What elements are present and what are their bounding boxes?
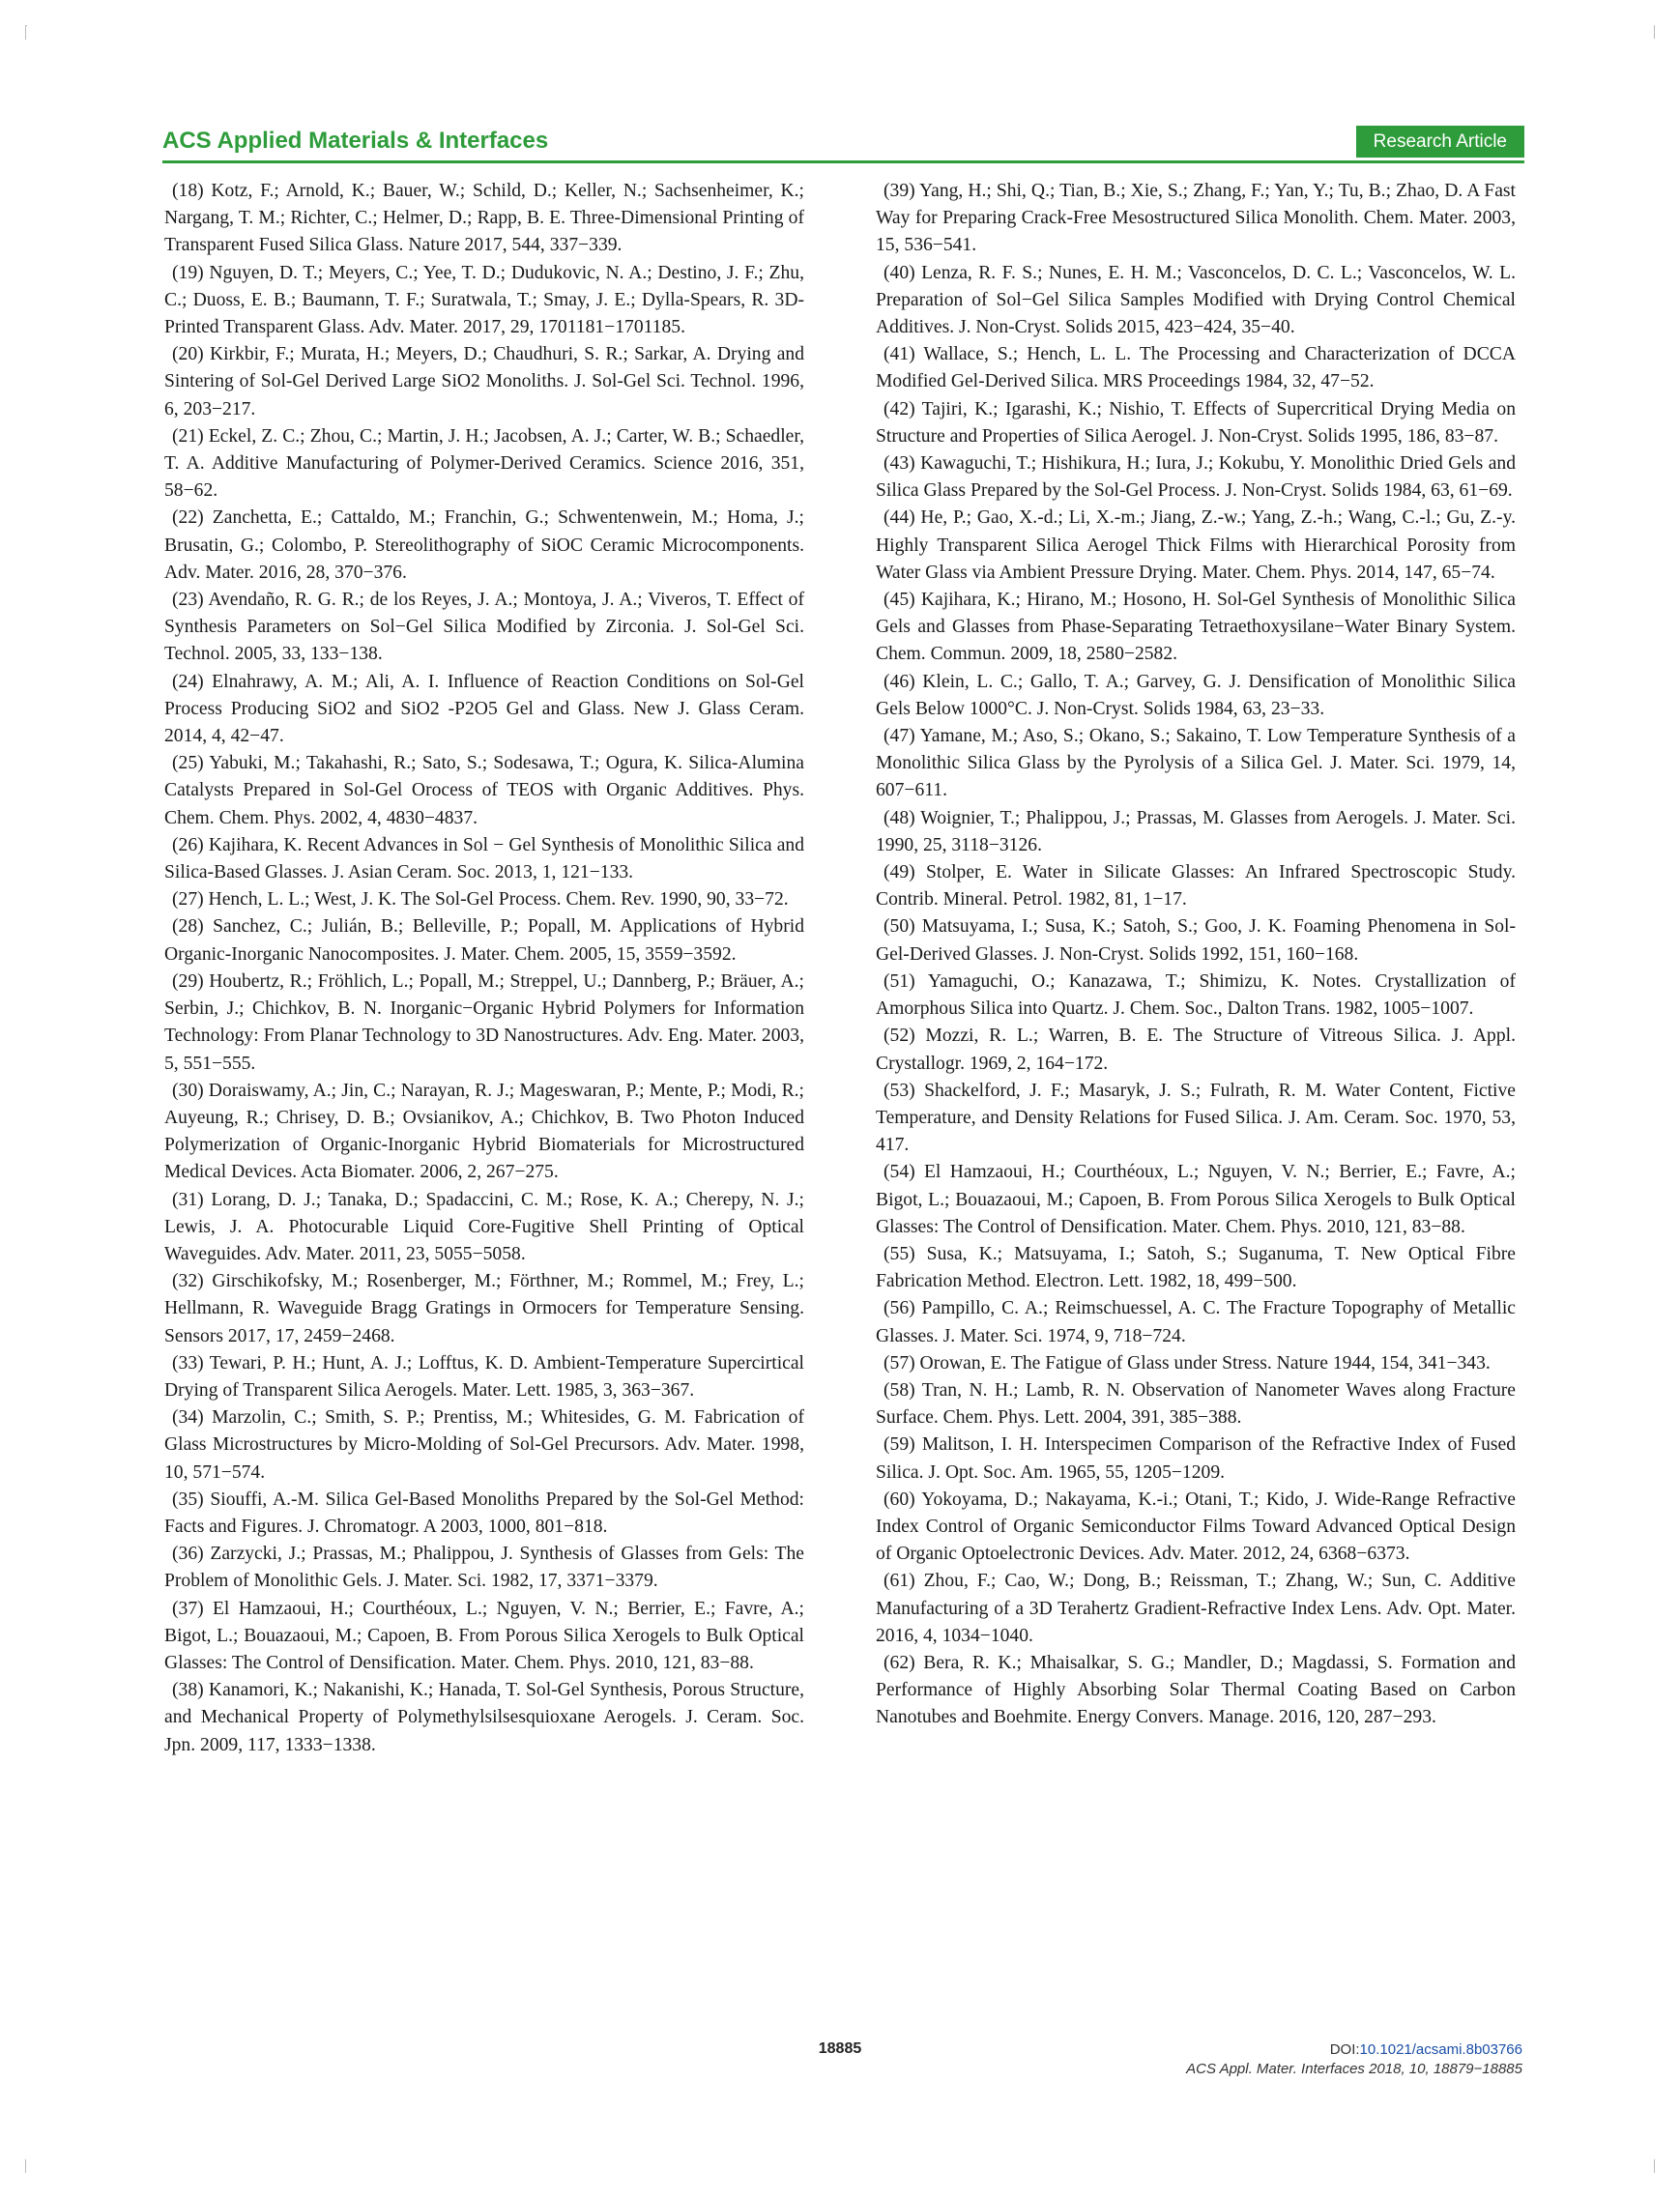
- reference-item: (29) Houbertz, R.; Fröhlich, L.; Popall, M.; Streppel, U.; Dannberg, P.; Bräuer, A.; Serbin, J.; Chichkov, B. N. Inorganic−Organic Hybrid Polymers for Information Technology: From Planar Technology to 3D Nanostructures. Adv. Eng. Mater. 2003, 5, 551−555.: [164, 970, 804, 1074]
- article-type-badge: Research Article: [1356, 126, 1524, 158]
- reference-item: (61) Zhou, F.; Cao, W.; Dong, B.; Reissman, T.; Zhang, W.; Sun, C. Additive Manufacturing of a 3D Terahertz Gradient-Refractive Index Lens. Adv. Opt. Mater. 2016, 4, 1034−1040.: [876, 1571, 1516, 1646]
- reference-item: (52) Mozzi, R. L.; Warren, B. E. The Structure of Vitreous Silica. J. Appl. Crystallogr. 1969, 2, 164−172.: [876, 1026, 1516, 1074]
- reference-item: (51) Yamaguchi, O.; Kanazawa, T.; Shimizu, K. Notes. Crystallization of Amorphous Silica into Quartz. J. Chem. Soc., Dalton Trans. 1982, 1005−1007.: [876, 970, 1516, 1020]
- reference-item: (40) Lenza, R. F. S.; Nunes, E. H. M.; Vasconcelos, D. C. L.; Vasconcelos, W. L. Preparation of Sol−Gel Silica Samples Modified with Drying Control Chemical Additives. J. Non-Cryst. Solids 2015, 423−424, 35−40.: [876, 262, 1516, 338]
- reference-item: (49) Stolper, E. Water in Silicate Glasses: An Infrared Spectroscopic Study. Contrib. Mineral. Petrol. 1982, 81, 1−17.: [876, 862, 1516, 911]
- reference-item: (28) Sanchez, C.; Julián, B.; Belleville, P.; Popall, M. Applications of Hybrid Organic-Inorganic Nanocomposites. J. Mater. Chem. 2005, 15, 3559−3592.: [164, 916, 804, 965]
- reference-item: (62) Bera, R. K.; Mhaisalkar, S. G.; Mandler, D.; Magdassi, S. Formation and Performance of Highly Absorbing Solar Thermal Coating Based on Carbon Nanotubes and Boehmite. Energy Convers. Manage. 2016, 120, 287−293.: [876, 1652, 1516, 1728]
- reference-item: (58) Tran, N. H.; Lamb, R. N. Observation of Nanometer Waves along Fracture Surface. Chem. Phys. Lett. 2004, 391, 385−388.: [876, 1379, 1516, 1429]
- doi-link[interactable]: 10.1021/acsami.8b03766: [1359, 2041, 1522, 2058]
- reference-item: (18) Kotz, F.; Arnold, K.; Bauer, W.; Schild, D.; Keller, N.; Sachsenheimer, K.; Nargang, T. M.; Richter, C.; Helmer, D.; Rapp, B. E. Three-Dimensional Printing of Transparent Fused Silica Glass. Nature 2017, 544, 337−339.: [164, 181, 804, 256]
- reference-item: (19) Nguyen, D. T.; Meyers, C.; Yee, T. D.; Dudukovic, N. A.; Destino, J. F.; Zhu, C.; Duoss, E. B.; Baumann, T. F.; Suratwala, T.; Smay, J. E.; Dylla-Spears, R. 3D-Printed Transparent Glass. Adv. Mater. 2017, 29, 1701181−1701185.: [164, 262, 804, 338]
- reference-item: (36) Zarzycki, J.; Prassas, M.; Phalippou, J. Synthesis of Glasses from Gels: The Problem of Monolithic Gels. J. Mater. Sci. 1982, 17, 3371−3379.: [164, 1544, 804, 1592]
- footer-doi-block: [1186, 2040, 1522, 2079]
- reference-item: (22) Zanchetta, E.; Cattaldo, M.; Franchin, G.; Schwentenwein, M.; Homa, J.; Brusatin, G.; Colombo, P. Stereolithography of SiOC Ceramic Microcomponents. Adv. Mater. 2016, 28, 370−376.: [164, 507, 804, 583]
- crop-mark-top-right: [1653, 25, 1655, 39]
- reference-item: (32) Girschikofsky, M.; Rosenberger, M.; Förthner, M.; Rommel, M.; Frey, L.; Hellmann, R. Waveguide Bragg Gratings in Ormocers for Temperature Sensing. Sensors 2017, 17, 2459−2468.: [164, 1271, 804, 1346]
- page-number: 18885: [818, 2040, 862, 2057]
- references-left-column: [164, 178, 804, 1759]
- reference-item: (30) Doraiswamy, A.; Jin, C.; Narayan, R. J.; Mageswaran, P.; Mente, P.; Modi, R.; Auyeung, R.; Chrisey, D. B.; Ovsianikov, A.; Chichkov, B. Two Photon Induced Polymerization of Organic-Inorganic Hybrid Biomaterials for Microstructured Medical Devices. Acta Biomater. 2006, 2, 267−275.: [164, 1080, 804, 1183]
- reference-item: (23) Avendaño, R. G. R.; de los Reyes, J. A.; Montoya, J. A.; Viveros, T. Effect of Synthesis Parameters on Sol−Gel Silica Modified by Zirconia. J. Sol-Gel Sci. Technol. 2005, 33, 133−138.: [164, 590, 804, 665]
- running-header: [162, 126, 1524, 163]
- reference-item: (57) Orowan, E. The Fatigue of Glass under Stress. Nature 1944, 154, 341−343.: [883, 1352, 1491, 1374]
- reference-item: (50) Matsuyama, I.; Susa, K.; Satoh, S.; Goo, J. K. Foaming Phenomena in Sol-Gel-Derived Glasses. J. Non-Cryst. Solids 1992, 151, 160−168.: [876, 916, 1516, 965]
- crop-mark-bottom-left: [25, 2159, 27, 2173]
- reference-item: (33) Tewari, P. H.; Hunt, A. J.; Lofftus, K. D. Ambient-Temperature Supercirtical Drying of Transparent Silica Aerogels. Mater. Lett. 1985, 3, 363−367.: [164, 1352, 804, 1401]
- reference-item: (26) Kajihara, K. Recent Advances in Sol − Gel Synthesis of Monolithic Silica and Silica-Based Glasses. J. Asian Ceram. Soc. 2013, 1, 121−133.: [164, 834, 804, 883]
- reference-item: (25) Yabuki, M.; Takahashi, R.; Sato, S.; Sodesawa, T.; Ogura, K. Silica-Alumina Catalysts Prepared in Sol-Gel Orocess of TEOS with Organic Additives. Phys. Chem. Chem. Phys. 2002, 4, 4830−4837.: [164, 753, 804, 828]
- crop-mark-top-left: [25, 25, 27, 40]
- reference-item: (20) Kirkbir, F.; Murata, H.; Meyers, D.; Chaudhuri, S. R.; Sarkar, A. Drying and Sintering of Sol-Gel Derived Large SiO2 Monoliths. J. Sol-Gel Sci. Technol. 1996, 6, 203−217.: [164, 344, 804, 419]
- reference-item: (45) Kajihara, K.; Hirano, M.; Hosono, H. Sol-Gel Synthesis of Monolithic Silica Gels and Glasses from Phase-Separating Tetraethoxysilane−Water Binary System. Chem. Commun. 2009, 18, 2580−2582.: [876, 590, 1516, 665]
- reference-item: (59) Malitson, I. H. Interspecimen Comparison of the Refractive Index of Fused Silica. J. Opt. Soc. Am. 1965, 55, 1205−1209.: [876, 1434, 1516, 1483]
- journal-citation: ACS Appl. Mater. Interfaces 2018, 10, 18879−18885: [1186, 2061, 1522, 2077]
- reference-item: (35) Siouffi, A.-M. Silica Gel-Based Monoliths Prepared by the Sol-Gel Method: Facts and Figures. J. Chromatogr. A 2003, 1000, 801−818.: [164, 1489, 804, 1537]
- reference-item: (44) He, P.; Gao, X.-d.; Li, X.-m.; Jiang, Z.-w.; Yang, Z.-h.; Wang, C.-l.; Gu, Z.-y. Highly Transparent Silica Aerogel Thick Films with Hierarchical Porosity from Water Glass via Ambient Pressure Drying. Mater. Chem. Phys. 2014, 147, 65−74.: [876, 507, 1516, 583]
- reference-item: (55) Susa, K.; Matsuyama, I.; Satoh, S.; Suganuma, T. New Optical Fibre Fabrication Method. Electron. Lett. 1982, 18, 499−500.: [876, 1243, 1516, 1292]
- reference-item: (31) Lorang, D. J.; Tanaka, D.; Spadaccini, C. M.; Rose, K. A.; Cherepy, N. J.; Lewis, J. A. Photocurable Liquid Core-Fugitive Shell Printing of Optical Waveguides. Adv. Mater. 2011, 23, 5055−5058.: [164, 1189, 804, 1264]
- reference-item: (34) Marzolin, C.; Smith, S. P.; Prentiss, M.; Whitesides, G. M. Fabrication of Glass Microstructures by Micro-Molding of Sol-Gel Precursors. Adv. Mater. 1998, 10, 571−574.: [164, 1407, 804, 1483]
- reference-item: (60) Yokoyama, D.; Nakayama, K.-i.; Otani, T.; Kido, J. Wide-Range Refractive Index Control of Organic Semiconductor Films Toward Advanced Optical Design of Organic Optoelectronic Devices. Adv. Mater. 2012, 24, 6368−6373.: [876, 1489, 1516, 1565]
- reference-item: (46) Klein, L. C.; Gallo, T. A.; Garvey, G. J. Densification of Monolithic Silica Gels Below 1000°C. J. Non-Cryst. Solids 1984, 63, 23−33.: [876, 671, 1516, 719]
- reference-item: (27) Hench, L. L.; West, J. K. The Sol-Gel Process. Chem. Rev. 1990, 90, 33−72.: [172, 889, 789, 911]
- reference-item: (38) Kanamori, K.; Nakanishi, K.; Hanada, T. Sol-Gel Synthesis, Porous Structure, and Mechanical Property of Polymethylsilsesquioxane Aerogels. J. Ceram. Soc. Jpn. 2009, 117, 1333−1338.: [164, 1680, 804, 1755]
- reference-item: (48) Woignier, T.; Phalippou, J.; Prassas, M. Glasses from Aerogels. J. Mater. Sci. 1990, 25, 3118−3126.: [876, 807, 1516, 855]
- reference-item: (56) Pampillo, C. A.; Reimschuessel, A. C. The Fracture Topography of Metallic Glasses. J. Mater. Sci. 1974, 9, 718−724.: [876, 1298, 1516, 1346]
- journal-title: ACS Applied Materials & Interfaces: [162, 128, 549, 154]
- reference-item: (43) Kawaguchi, T.; Hishikura, H.; Iura, J.; Kokubu, Y. Monolithic Dried Gels and Silica Glass Prepared by the Sol-Gel Process. J. Non-Cryst. Solids 1984, 63, 61−69.: [876, 453, 1516, 502]
- reference-item: (39) Yang, H.; Shi, Q.; Tian, B.; Xie, S.; Zhang, F.; Yan, Y.; Tu, B.; Zhao, D. A Fast Way for Preparing Crack-Free Mesostructured Silica Monolith. Chem. Mater. 2003, 15, 536−541.: [876, 181, 1516, 256]
- reference-item: (41) Wallace, S.; Hench, L. L. The Processing and Characterization of DCCA Modified Gel-Derived Silica. MRS Proceedings 1984, 32, 47−52.: [876, 344, 1516, 392]
- references-right-column: [876, 178, 1516, 1732]
- doi-label: DOI:: [1329, 2041, 1360, 2058]
- crop-mark-bottom-right: [1653, 2159, 1655, 2173]
- reference-item: (21) Eckel, Z. C.; Zhou, C.; Martin, J. H.; Jacobsen, A. J.; Carter, W. B.; Schaedler, T. A. Additive Manufacturing of Polymer-Derived Ceramics. Science 2016, 351, 58−62.: [164, 425, 804, 502]
- reference-item: (42) Tajiri, K.; Igarashi, K.; Nishio, T. Effects of Supercritical Drying Media on Structure and Properties of Silica Aerogel. J. Non-Cryst. Solids 1995, 186, 83−87.: [876, 398, 1516, 447]
- reference-item: (47) Yamane, M.; Aso, S.; Okano, S.; Sakaino, T. Low Temperature Synthesis of a Monolithic Silica Glass by the Pyrolysis of a Silica Gel. J. Mater. Sci. 1979, 14, 607−611.: [876, 726, 1516, 801]
- doi-line: [1186, 2040, 1522, 2060]
- reference-item: (24) Elnahrawy, A. M.; Ali, A. I. Influence of Reaction Conditions on Sol-Gel Process Producing SiO2 and SiO2 -P2O5 Gel and Glass. New J. Glass Ceram. 2014, 4, 42−47.: [164, 671, 804, 747]
- reference-item: (53) Shackelford, J. F.; Masaryk, J. S.; Fulrath, R. M. Water Content, Fictive Temperature, and Density Relations for Fused Silica. J. Am. Ceram. Soc. 1970, 53, 417.: [876, 1080, 1516, 1156]
- reference-item: (54) El Hamzaoui, H.; Courthéoux, L.; Nguyen, V. N.; Berrier, E.; Favre, A.; Bigot, L.; Bouazaoui, M.; Capoen, B. From Porous Silica Xerogels to Bulk Optical Glasses: The Control of Densification. Mater. Chem. Phys. 2010, 121, 83−88.: [876, 1162, 1516, 1237]
- reference-item: (37) El Hamzaoui, H.; Courthéoux, L.; Nguyen, V. N.; Berrier, E.; Favre, A.; Bigot, L.; Bouazaoui, M.; Capoen, B. From Porous Silica Xerogels to Bulk Optical Glasses: The Control of Densification. Mater. Chem. Phys. 2010, 121, 83−88.: [164, 1598, 804, 1673]
